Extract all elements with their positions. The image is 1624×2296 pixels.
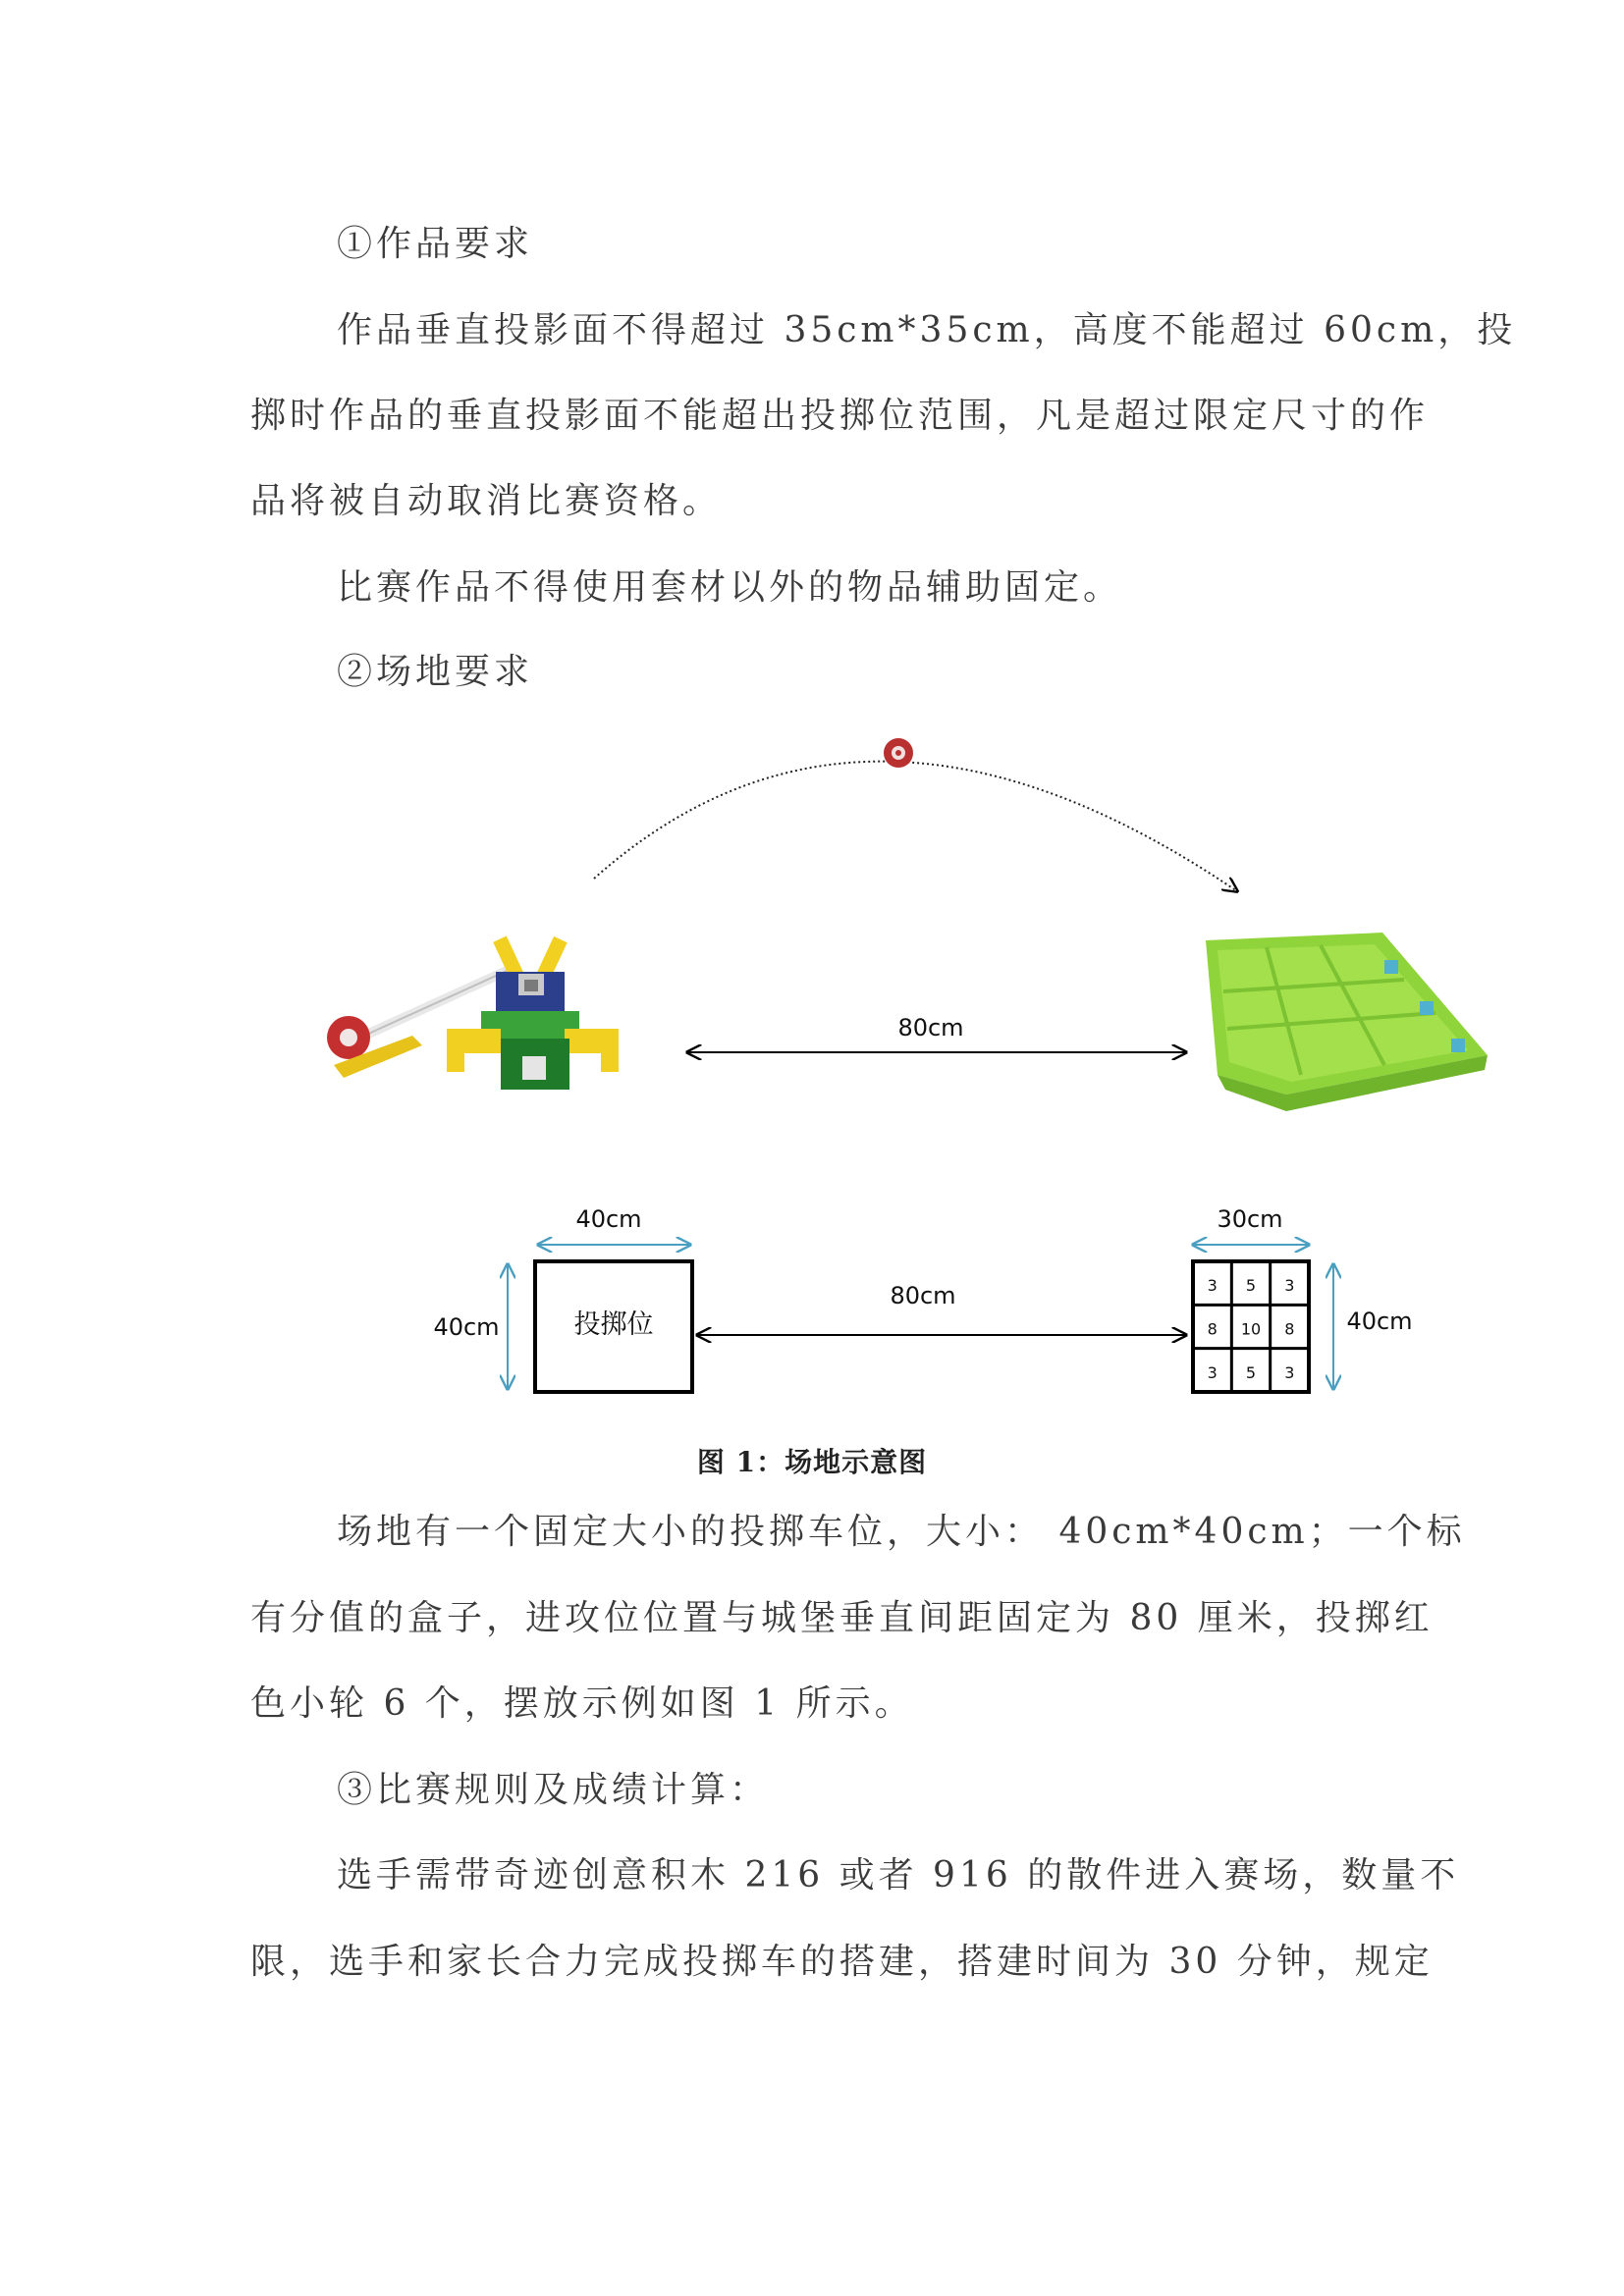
paragraph-line: 比赛作品不得使用套材以外的物品辅助固定。 xyxy=(337,567,1123,608)
throw-height-label: 40cm xyxy=(433,1313,500,1341)
paragraph-line: 选手需带奇迹创意积木 216 或者 916 的散件进入赛场，数量不 xyxy=(337,1855,1460,1896)
throw-trajectory xyxy=(594,762,1237,891)
throw-width-label: 40cm xyxy=(575,1205,642,1233)
score-grid xyxy=(1193,1261,1309,1392)
section-heading-field-requirements: ②场地要求 xyxy=(337,652,534,692)
score-cell-value: 5 xyxy=(1245,1362,1257,1382)
score-cell-value: 5 xyxy=(1245,1276,1257,1296)
score-cell-value: 3 xyxy=(1284,1276,1295,1296)
figure-caption: 图 1：场地示意图 xyxy=(696,1446,928,1478)
score-cell-value: 10 xyxy=(1240,1319,1262,1339)
paragraph-line: 色小轮 6 个，摆放示例如图 1 所示。 xyxy=(250,1683,914,1724)
paragraph-line: 限，选手和家长合力完成投掷车的搭建，搭建时间为 30 分钟，规定 xyxy=(250,1942,1434,1982)
box-height-label: 40cm xyxy=(1346,1308,1413,1335)
catapult-icon xyxy=(327,935,619,1090)
field-diagram xyxy=(0,717,1624,1463)
paragraph-line: 掷时作品的垂直投影面不能超出投掷位范围，凡是超过限定尺寸的作 xyxy=(250,396,1430,436)
score-cell-value: 8 xyxy=(1284,1319,1295,1339)
target-tray-icon xyxy=(1206,933,1488,1111)
score-cell-value: 8 xyxy=(1207,1319,1218,1339)
paragraph-line: 场地有一个固定大小的投掷车位，大小： 40cm*40cm；一个标 xyxy=(337,1512,1466,1552)
throw-zone-label: 投掷位 xyxy=(573,1309,654,1340)
paragraph-line: 有分值的盒子，进攻位位置与城堡垂直间距固定为 80 厘米，投掷红 xyxy=(250,1598,1434,1638)
section-heading-work-requirements: ①作品要求 xyxy=(337,224,534,264)
box-width-label: 30cm xyxy=(1217,1205,1283,1233)
top-distance-label: 80cm xyxy=(897,1014,964,1041)
score-cell-value: 3 xyxy=(1207,1276,1218,1296)
distance-label: 80cm xyxy=(890,1282,956,1309)
score-cell-value: 3 xyxy=(1207,1362,1218,1382)
red-wheel-icon xyxy=(884,738,913,768)
paragraph-line: 品将被自动取消比赛资格。 xyxy=(250,481,723,521)
score-cell-value: 3 xyxy=(1284,1362,1295,1382)
section-heading-rules: ③比赛规则及成绩计算： xyxy=(337,1770,770,1810)
paragraph-line: 作品垂直投影面不得超过 35cm*35cm，高度不能超过 60cm，投 xyxy=(337,310,1517,350)
